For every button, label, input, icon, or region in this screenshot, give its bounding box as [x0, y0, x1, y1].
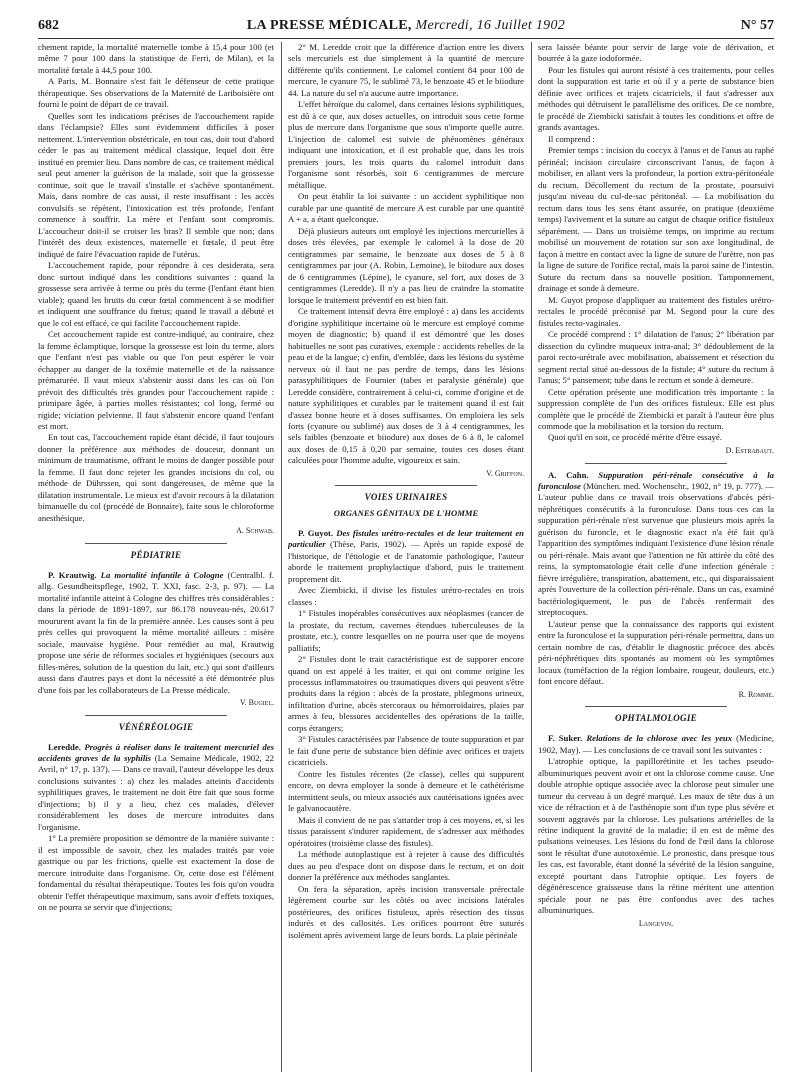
journal-title: LA PRESSE MÉDICALE, [246, 18, 412, 33]
paragraph: Cette opération présente une modification très importante : la suppression complète de l'un des orifices fistuleux. Elle est plus complète que le procédé de Ziembicki et paraît à l'auteur être plus commode que la mobilisation et la torsion du rectum. [538, 386, 774, 431]
paragraph: On fera la séparation, après incision transversale prérectale légèrement courbe sur les côtés ou avec incisions latérales postérieures, des orifices fistuleux, après résection des tissus indurés et des callosités. Les orifices pourront être suturés isolément après avivement large de leurs bords. La plaie périnéale [288, 883, 524, 940]
abstract-title: Progrès à réaliser dans le traitement mercuriel des accidents graves de la syphilis [38, 741, 274, 763]
header-rule [38, 38, 774, 39]
paragraph: Pour les fistules qui auront résisté à ces traitements, pour celles dont la suppuration est tarie et où il y a perte de substance bien définie avec orifices et trajets cicatriciels, il faut s'adresser aux méthodes qui détruisent le parallélisme des orifices. De ce nombre, le procédé de Ziembicki satisfait à toutes les conditions et offre de grands avantages. [538, 64, 774, 133]
abstract-title: Relations de la chlorose avec les yeux [586, 733, 733, 744]
paragraph: Quelles sont les indications précises de l'accouchement rapide dans l'éclampsie? Elles sont évidemment difficiles à poser nettement. L'intervention obstétricale, en tout cas, doit tout d'abord céder le pas au traitement médical classique, lequel doit être institué en premier lieu. Dans nombre de cas, ce traitement médical seul peut amener la guérison de la malade, soit que la grossesse continue, soit que le travail s'installe et s'achève spontanément. Mais, dans nombre de cas aussi, il reste insuffisant : les accès convulsifs se répètent, l'intoxication est très profonde, l'enfant commence à souffrir. La mère et l'enfant sont compromis. L'accoucheur doit-il se croiser les bras? Il semble que non; dans l'intérêt des deux existences, maternelle et fœtale, il peut être indiqué de faire l'évacuation rapide de l'utérus. [38, 110, 274, 259]
abstract-body: (Thèse, Paris, 1902). — Après un rapide exposé de l'historique, de l'étiologie et de l'anatomie pathologique, l'auteur aborde le traitement prophylactique d'abord, puis le traitement proprement dit. [288, 539, 524, 584]
column-left [38, 42, 274, 1077]
column-divider [281, 42, 282, 1072]
paragraph: Contre les fistules récentes (2e classe), celles qui suppurent encore, on devra employer la sonde à demeure et le cathétérisme intermittent seuls, ou mieux associés aux cautérisations ignées avec le galvanocautère. [288, 768, 524, 814]
paragraph: 3° Fistules caractérisées par l'absence de toute suppuration et par le fait d'une perte de substance bien définie avec orifices et trajets cicatriciels. [288, 734, 524, 768]
paragraph: Mais il convient de ne pas s'attarder trop à ces moyens, et, si les tissus paraissent s'indurer rapidement, de s'adresser aux méthodes opératoires (troisième classe des fistules). [288, 814, 524, 848]
column-middle [288, 42, 524, 1077]
paragraph: Ce procédé comprend : 1° dilatation de l'anus; 2° libération par dissection du cylindre muqueux intra-anal; 3° dédoublement de la paroi recto-urétrale avec mobilisation, abaissement et résection du segment rectal situé au-dessous de la fistule; 4° suture du rectum à l'anus; 5° pansement; tube dans le rectum et sonde à demeure. [538, 329, 774, 386]
divider [585, 706, 727, 707]
abstract-body: (La Semaine Médicale, 1902, 22 Avril, n° 17, p. 137). — Dans ce travail, l'auteur développe les deux conclusions suivantes : a) chez les malades atteints d'accidents syphilitiques graves, le traitement ne doit être fait que sous forme d'injections; b) il y a lieu, chez ces malades, d'élever considérablement les doses de mercure introduites dans l'organisme. [38, 753, 274, 832]
abstract-body: (Centralbl. f. allg. Gesundheitspflege, 1902, T. XXI, fasc. 2-3, p. 97). — La mortalité infantile atteint à Cologne des chiffres très considérables : dans la période de 1891-1897, sur 86.178 nouveau-nés, 20.617 moururent avant la fin de la première année. Les causes sont à peu près celles qui provoquent la même mortalité ailleurs : misère sociale, mauvaise hygiène. Pour remédier au mal, Krautwig propose une série de réformes sociales et hygiéniques (secours aux filles-mères, solution de la question du lait, etc.) qui sont d'ailleurs aussi dans d'autres pays et dont la nécessité a été démontrée plus d'une fois par les collaborateurs de La Presse médicale. [38, 569, 274, 695]
paragraph: En tout cas, l'accouchement rapide étant décidé, il faut toujours donner la préférence aux méthodes de douceur, donnant un minimum de traumatisme, offrant le moins de danger possible pour la femme. Il faut donc rejeter les grandes incisions du col, ou méthode de Dührssen, qui sont dangereuses, de même que la dilatation instrumentale. Le mieux est d'avoir recours à la dilatation bimanuelle du col (procédé de Bonnaire), faite sous le chloroforme anesthésique. [38, 432, 274, 523]
paragraph: La méthode autoplastique est à rejeter à cause des difficultés dues au peu d'espace dont on dispose dans le rectum, et on doit donner la préférence aux méthodes sanglantes. [288, 849, 524, 883]
abstract-paragraph [38, 570, 274, 696]
paragraph: On peut établir la loi suivante : un accident syphilitique non curable par une quantité de mercure A est curable par une quantité A + a, a étant quelconque. [288, 191, 524, 225]
abstract-author: P. Guyot. [298, 527, 334, 538]
paragraph: 1° Fistules inopérables consécutives aux néoplasmes (cancer de la prostate, du rectum, cavernes étendues tuberculeuses de la prostate, etc.), contre lesquelles on ne pourra user que de moyens palliatifs; [288, 608, 524, 653]
paragraph: 2° Fistules dont le trait caractéristique est de supporer encore quand on est appelé à les traiter, et qui ont comme origine les processus inflammatoires ou traumatiques divers qui peuvent s'être produits dans la région : abcès de la prostate, phlegmons urineux, infiltration d'urine, abcès stercoraux ou hémorroïdaires, plaies par armes à feu, blessures accidentelles des opérations de la taille, corps étrangers; [288, 654, 524, 733]
abstract-title: La mortalité infantile à Cologne [100, 569, 224, 580]
abstract-paragraph [38, 742, 274, 834]
paragraph: Avec Ziembicki, il divise les fistules urétro-rectales en trois classes : [288, 585, 524, 607]
column-divider [531, 42, 532, 1072]
journal-masthead [38, 18, 774, 34]
paragraph: Ce traitement intensif devra être employé : a) dans les accidents d'origine syphilitique incertaine où le mercure est employé comme moyen de diagnostic; b) quand il est démontré que les doses habituelles ne sont pas curatives, exemple : accidents rebelles de la peau et de la langue; c) enfin, d'emblée, dans les lésions du système nerveux où il faut ne pas perdre de temps, dans les lésions parasyphilitiques de Fournier (tabes et paralysie générale) que Leredde considère, contrairement à celui-ci, comme d'origine et de nature syphilitiques et curables par le traitement quand il est fait d'assez bonne heure et à doses suffisantes. On emploiera les sels forts (cyanure ou sublimé) aux doses de 3 à 4 centigrammes, les sels faibles (benzoate et biiodure) aux doses de 6 à 8, le calomel aux doses de 0,15 à 0,20 par semaine, toutes ces doses étant calculées pour l'homme adulte, vigoureux et sain. [288, 306, 524, 466]
abstract-body: (München. med. Wochenschr., 1902, n° 19, p. 777). — L'auteur publie dans ce travail trois observations d'abcès péri-néphrétiques consécutifs à la furonculose. Dans tous ces cas la suppuration péri-rénale n'est survenue que plusieurs mois après la guérison du furoncle, et le diagnostic exact n'a été fait qu'à l'apparition des symptômes indiquant l'existence d'une lésion rénale ou péri-rénale. Mais avant que l'attention ne fût attirée du côté des reins, la symptomatologie était celle d'une infection générale : fièvre irrégulière, transpiration, abattement, etc., qui disparaissaient après l'ouverture de la collection péri-rénale. Dans un cas, examiné bactériologiquement, le pus de l'abcès renfermait des streptocoques. [538, 480, 774, 618]
abstract-body: (Medicine, 1902, May). — Les conclusions de ce travail sont les suivantes : [538, 733, 774, 755]
abstract-author: F. Suker. [548, 733, 583, 744]
abstract-author: A. Cahn. [548, 469, 589, 480]
paragraph: Quoi qu'il en soit, ce procédé mérite d'être essayé. [548, 432, 722, 443]
abstract-title: Des fistules urétro-rectales et de leur traitement en particulier [288, 527, 524, 550]
page-number: 682 [38, 18, 59, 33]
paragraph: L'accouchement rapide, pour répondre à ces desiderata, sera donc surtout indiqué dans les conditions suivantes : quand la grossesse sera arrivée à terme ou près du terme (l'enfant étant bien viable); quand les bruits du cœur fœtal commencent à se modifier et indiquent une souffrance du fœtus; quand le travail a débuté et que le col est effacé, ce qui facilite l'accouchement rapide. [38, 260, 274, 328]
paragraph: L'auteur pense que la connaissance des rapports qui existent entre la furonculose et la suppuration péri-rénale permettra, dans un certain nombre de cas, d'établir le diagnostic précoce des abcès péri-néphrétiques dits spontanés au moment où les symptômes locaux (tuméfaction de la région lombaire, rougeur, douleurs, etc.) font encore défaut. [538, 618, 774, 687]
paragraph: 2° M. Leredde croit que la différence d'action entre les divers sels mercuriels est due simplement à la quantité de mercure différente qu'ils contiennent. Le calomel contient 84 pour 100 de mercure, le cyanure 75, le sublimé 73, le benzoate 45 et le biiodure 44. La nature du sel n'a aucune autre importance. [288, 42, 524, 98]
paragraph: sera laissée béante pour servir de large voie de dérivation, et bourrée à la gaze iodoformée. [538, 42, 774, 64]
divider [585, 463, 727, 464]
issue-number: N° 57 [740, 18, 774, 33]
section-heading: OPHTALMOLOGIE [615, 713, 697, 724]
paragraph: Cet accouchement rapide est contre-indiqué, au contraire, chez la femme éclamptique, lorsque la grossesse est loin du terme, alors que l'enfant n'est pas viable ou que l'on peut espérer le voir échapper au danger de la toxémie maternelle et de la naissance prématurée. Il vaut mieux s'abstenir aussi dans les cas où l'on prévoit des difficultés très grandes pour l'accouchement rapide : primipare âgée, à parties molles résistantes; col long, fermé ou rigide; viciation pelvienne. Il faut s'abstenir encore quand l'enfant est mort. [38, 329, 274, 431]
abstract-title: Suppuration péri-rénale consécutive à la furonculose [538, 469, 774, 491]
section-heading: VÉNÉRÉOLOGIE [118, 721, 194, 732]
section-heading: PÉDIATRIE [130, 549, 182, 560]
paragraph: 1° La première proposition se démontre de la manière suivante : il est impossible de savoir, chez les malades traités par voie gastrique ou par les frictions, quelle est exactement la dose de mercure introduite dans l'organisme. Or, cette dose est l'élément fondamental du résultat thérapeutique. Toutes les fois qu'on voudra obtenir l'effet thérapeutique maximum, sans avoir d'effets toxiques, on ne pourra se servir que d'injections; [38, 833, 274, 913]
abstract-paragraph [538, 733, 774, 756]
author-signature: R. Romme. [738, 689, 774, 699]
section-heading: VOIES URINAIRES [364, 492, 448, 503]
divider [335, 485, 477, 486]
author-signature: V. Bugiel. [239, 698, 274, 708]
paragraph: Il comprend : [548, 133, 595, 144]
paragraph: Déjà plusieurs auteurs ont employé les injections mercurielles à doses très élevées, par exemple le calomel à la dose de 20 centigrammes par semaine, le benzoate aux doses de 5 à 8 centigrammes par jour (A. Robin, Lemoine), le biiodure aux doses de 6 centigrammes (Lépine), le cyanure, sel fort, aux doses de 3 centigrammes (Leredde). Il n'y a pas lieu de craindre la stomatite lorsque le traitement préventif en est bien fait. [288, 225, 524, 305]
divider [85, 543, 227, 544]
author-signature: V. Griffon. [486, 468, 524, 478]
author-signature: D. Estrabaut. [725, 445, 774, 455]
subsection-heading: ORGANES GÉNITAUX DE L'HOMME [333, 508, 479, 519]
paragraph: A Paris, M. Bonnaire s'est fait le défenseur de cette pratique thérapeutique. Ses observations de la Maternité de Lariboisière ont fourni le point de départ de ce travail. [38, 76, 274, 110]
paragraph: M. Guyot propose d'appliquer au traitement des fistules urétro-rectales le procédé préconisé par M. Segond pour la cure des fistules recto-vaginales. [538, 294, 774, 328]
abstract-paragraph [538, 470, 774, 619]
paragraph: L'atrophie optique, la papillorétinite et les taches pseudo-albuminuriques peuvent avoir et ont la chlorose comme cause. Une double atrophie optique associée avec la chlorose peut simuler une tumeur du cerveau à un degré marqué. Les maux de tête dus à un vice de réfraction et à de l'asthénopie sont d'un type plus sévère et souvent aggravés par la chlorose. Les pulsations artérielles de la rétine indiquent la gravité de la maladie; il en est de même des pulsations veineuses. Les lésions du fond de l'œil dans la chlorose sont le résultat d'une autotoxémie. Le pronostic, dans presque tous les cas, est favorable, étant donné la sévérité de la lésion sanguine, excepté pourtant dans l'atrophie optique. Les foyers de dégénérescence graisseuse dans la rétine méritent une attention spéciale pour ne pas être confondus avec des taches albuminuriques. [538, 756, 774, 916]
abstract-author: P. Krautwig. [48, 569, 97, 580]
issue-date: Mercredi, 16 Juillet 1902 [415, 18, 566, 33]
paragraph: L'effet héroïque du calomel, dans certaines lésions syphilitiques, est dû à ce que, aux doses actuelles, on introduit sous cette forme plus de mercure dans l'organisme que sous n'importe quelle autre. L'injection de calomel est suivie de phénomènes généraux indiquant une intoxication, et il est probable que, dans les trois premiers jours, les trois quarts du calomel introduit dans l'organisme sont résorbés, soit 6 centigrammes de mercure métallique. [288, 99, 524, 190]
abstract-paragraph [288, 528, 524, 585]
paragraph: Premier temps : incision du coccyx à l'anus et de l'anus au raphé périnéal; incision circulaire circonscrivant l'anus, de façon à mobiliser, en allant vers la profondeur, la portion extra-péritonéale du rectum. Décollement du rectum de la prostate, poursuivi jusqu'au niveau du cul-de-sac péritonéal. — La mobilisation du rectum dans tous les sens étant assurée, on pratique (deuxième temps) l'avivement et la suture au catgut de chaque orifice fistuleux séparément. — Dans un troisième temps, on imprime au rectum mobilisé un mouvement de rotation sur son axe longitudinal, de façon à mettre en contact avec la ligne de suture de l'urètre, non pas la ligne de suture de l'orifice rectal, mais la paroi saine de l'intestin. Suture du rectum dans sa nouvelle position. Tamponnement, drainage et sonde à demeure. [538, 145, 774, 294]
author-signature: Langevin. [638, 918, 674, 928]
author-signature: A. Schwab. [236, 526, 274, 536]
paragraph: chement rapide, la mortalité maternelle tombe à 15,4 pour 100 (et même 7 pour 100 dans la statistique de Ferri, de Milan), et la mortalité fœtale à 44,5 pour 100. [38, 42, 274, 75]
abstract-author: Leredde. [48, 741, 81, 752]
column-right [538, 42, 774, 1077]
divider [85, 715, 227, 716]
page-header [38, 18, 774, 38]
